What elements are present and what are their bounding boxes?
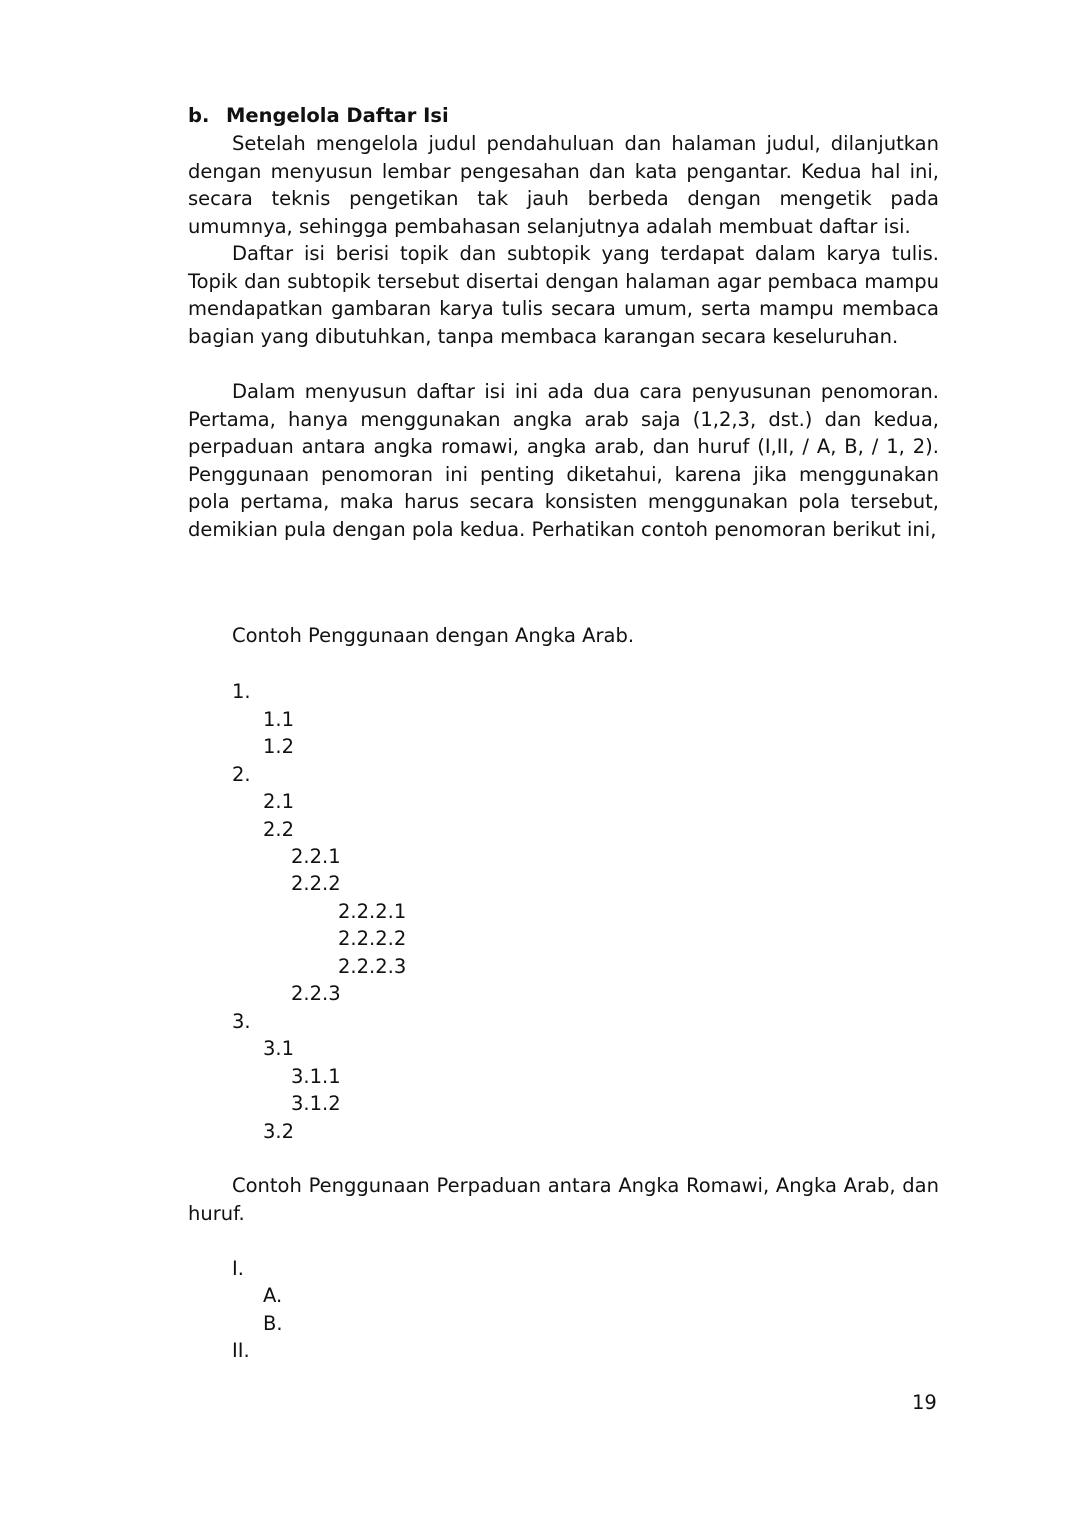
list-item: 2.2.3	[291, 982, 341, 1005]
section-label: b.	[188, 104, 210, 127]
list-item: 2.	[232, 763, 251, 786]
list-item: 3.1.2	[291, 1092, 341, 1115]
list-item: 2.2.2.1	[338, 900, 407, 923]
list-item: 3.1.1	[291, 1065, 341, 1088]
paragraph-1: Setelah mengelola judul pendahuluan dan halaman judul, dilanjutkan dengan menyusun lembar pengesahan dan kata pengantar. Kedua hal ini, secara teknis pengetikan tak jauh berbeda dengan mengetik pada umumnya, sehingga pembahasan selanjutnya adalah membuat daftar isi.	[188, 132, 939, 238]
arabic-example-title: Contoh Penggunaan dengan Angka Arab.	[232, 624, 635, 647]
page-number: 19	[912, 1391, 937, 1414]
list-item: A.	[263, 1284, 283, 1307]
list-item: 2.2.2	[291, 872, 341, 895]
list-item: 2.2.2.3	[338, 955, 407, 978]
paragraph-2: Daftar isi berisi topik dan subtopik yang terdapat dalam karya tulis. Topik dan subtopik tersebut disertai dengan halaman agar pembaca mampu mendapatkan gambaran karya tulis secara umum, serta mampu membaca bagian yang dibutuhkan, tanpa membaca karangan secara keseluruhan.	[188, 242, 939, 348]
list-item: 2.2.1	[291, 845, 341, 868]
section-heading	[188, 102, 449, 130]
list-item: 1.1	[263, 708, 295, 731]
list-item: 3.2	[263, 1120, 295, 1143]
list-item: I.	[232, 1257, 244, 1280]
list-item: 2.1	[263, 790, 295, 813]
section-title: Mengelola Daftar Isi	[226, 104, 449, 127]
list-item: 2.2.2.2	[338, 927, 407, 950]
paragraph-3: Dalam menyusun daftar isi ini ada dua cara penyusunan penomoran. Pertama, hanya menggunakan angka arab saja (1,2,3, dst.) dan kedua, perpaduan antara angka romawi, angka arab, dan huruf (I,II, / A, B, / 1, 2). Penggunaan penomoran ini penting diketahui, karena jika menggunakan pola pertama, maka harus secara konsisten menggunakan pola tersebut, demikian pula dengan pola kedua. Perhatikan contoh penomoran berikut ini,	[188, 380, 939, 541]
list-item: II.	[232, 1339, 250, 1362]
list-item: 1.2	[263, 735, 295, 758]
list-item: 1.	[232, 680, 251, 703]
list-item: 2.2	[263, 818, 295, 841]
roman-example-title: Contoh Penggunaan Perpaduan antara Angka Romawi, Angka Arab, dan huruf.	[188, 1174, 939, 1225]
list-item: 3.	[232, 1010, 251, 1033]
list-item: 3.1	[263, 1037, 295, 1060]
list-item: B.	[263, 1312, 283, 1335]
